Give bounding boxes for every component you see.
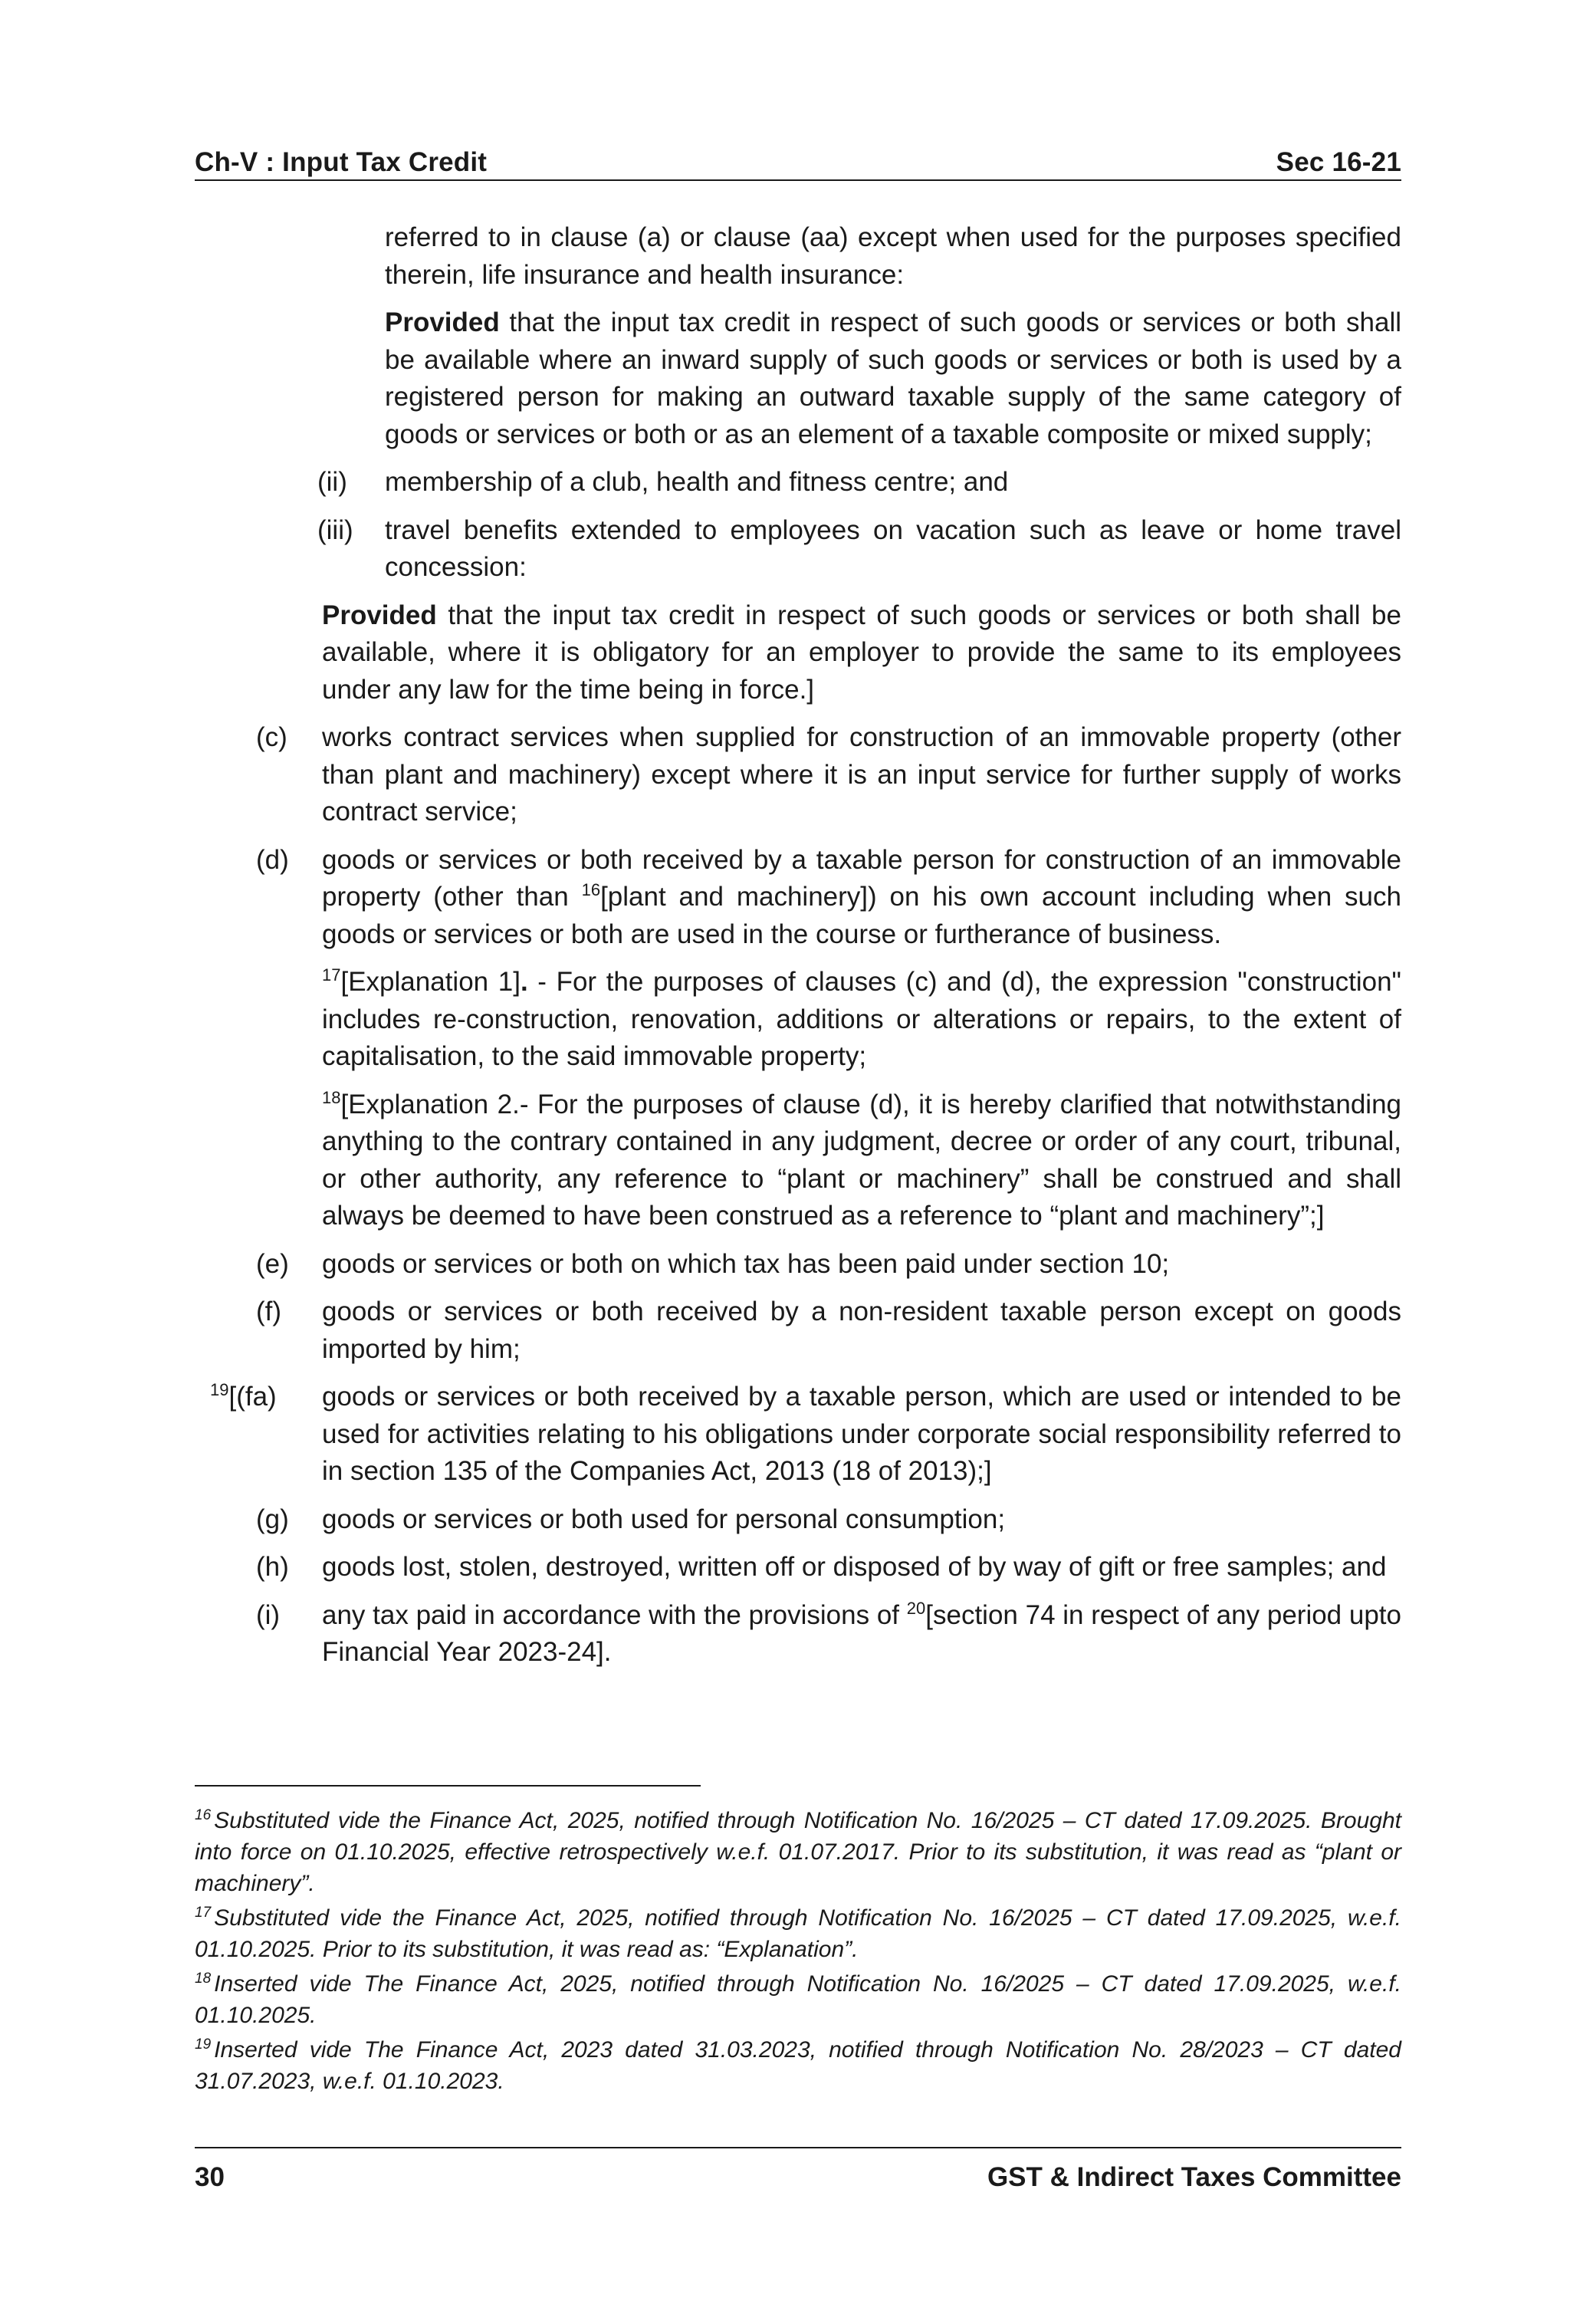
sub-item-ii: (ii) membership of a club, health and fitness centre; and [385, 464, 1401, 501]
clause-label: (g) [256, 1504, 289, 1534]
footnote-ref: 18 [322, 1087, 341, 1107]
proviso-bold: Provided [385, 307, 500, 337]
footnote-number: 19 [195, 2036, 212, 2053]
section-range: Sec 16-21 [1276, 147, 1401, 177]
clause-g: (g) goods or services or both used for personal consumption; [322, 1501, 1401, 1539]
header-rule [195, 179, 1401, 181]
footnote-ref: 19 [210, 1380, 229, 1399]
clause-label: (d) [256, 844, 289, 875]
page-body [195, 219, 1401, 1682]
clause-label: $^{19}$[(fa) [210, 1380, 277, 1412]
clause-label: (i) [256, 1599, 281, 1630]
footnote: $^{18}$ Inserted vide The Finance Act, 2025, notified through Notification No. 16/2025 – CT dated 17.09.2025, w.e.f. 01.10.2025. [195, 1971, 1401, 2028]
clause-i: (i) any tax paid in accordance with the provisions of $^{20}$[section 74 in respect of any period upto Financial Year 2023-24]. [256, 1598, 1402, 1667]
proviso-bold: Provided [322, 600, 437, 630]
item-label: (iii) [317, 514, 353, 545]
page-footer [195, 2156, 1401, 2199]
sub-item-iii: (iii) travel benefits extended to employees on vacation such as leave or home travel concession: [385, 512, 1401, 587]
clause-label: (f) [256, 1297, 282, 1326]
footnote: $^{19}$ Inserted vide The Finance Act, 2023 dated 31.03.2023, notified through Notification No. 28/2023 – CT dated 31.07.2023, w.e.f. 01.10.2023. [195, 2036, 1401, 2094]
page-number: 30 [195, 2162, 225, 2192]
footnote-number: 17 [195, 1905, 212, 1921]
clause-e: (e) goods or services or both on which tax has been paid under section 10; [322, 1246, 1401, 1284]
clause-h: (h) goods lost, stolen, destroyed, written off or disposed of by way of gift or free samples; and [322, 1549, 1401, 1586]
proviso-paragraph-2: Provided that the input tax credit in respect of such goods or services or both shall be available, where it is obligatory for an employer to provide the same to its employees under any law for the time being in force.] [322, 600, 1401, 705]
committee-name: GST & Indirect Taxes Committee [987, 2162, 1401, 2192]
chapter-title: Ch-V : Input Tax Credit [195, 147, 488, 177]
clause-fa: $^{19}$[(fa) goods or services or both received by a taxable person, which are used or intended to be used for activities relating to his obligations under corporate social responsibility referred to in section 135 of the Companies Act, 2013 (18 of 2013);] [210, 1380, 1401, 1486]
item-label: (ii) [317, 467, 347, 497]
clause-label: (e) [256, 1248, 289, 1279]
clause-d: (d) goods or services or both received by a taxable person for construction of an immovable property (other than $^{16}$[plant and machinery]) on his own account including when such goods or services or both are used in the course or furtherance of business. [322, 842, 1401, 954]
footer-rule [195, 2147, 1401, 2148]
page-header [195, 138, 1401, 178]
clause-c: (c) works contract services when supplied for construction of an immovable property (other than plant and machinery) except where it is an input service for further supply of works contract service; [322, 719, 1401, 831]
explanation-1: $^{17}$[Explanation 1]. - For the purposes of clauses (c) and (d), the expression "construction" includes re-construction, renovation, additions or alterations or repairs, to the extent of capitalisation, to the said immovable property; [322, 965, 1401, 1071]
clause-label: (c) [256, 722, 287, 752]
proviso-paragraph: Provided that the input tax credit in respect of such goods or services or both shall be available where an inward supply of such goods or services or both is used by a registered person for making an outward taxable supply of the same category of goods or services or both or as an element of a taxable composite or mixed supply; [385, 307, 1401, 449]
footnotes [195, 1805, 1401, 2100]
clause-f: (f) goods or services or both received by a non-resident taxable person except on goods imported by him; [322, 1293, 1401, 1368]
footnote: $^{16}$ Substituted vide the Finance Act, 2025, notified through Notification No. 16/2025 – CT dated 17.09.2025. Brought into force on 01.10.2025, effective retrospectively w.e.f. 01.07.2017. Prior to its substitution, it was read as “plant or machinery”. [195, 1807, 1401, 1896]
footnote-ref: 20 [906, 1598, 926, 1618]
explanation-2: $^{18}$[Explanation 2.- For the purposes of clause (d), it is hereby clarified that notwithstanding anything to the contrary contained in any judgment, decree or order of any court, tribunal, or other authority, any reference to “plant or machinery” shall be construed and shall always be deemed to have been construed as a reference to “plant and machinery”;] [322, 1087, 1401, 1231]
footnote: $^{17}$ Substituted vide the Finance Act, 2025, notified through Notification No. 16/2025 – CT dated 17.09.2025, w.e.f. 01.10.2025. Prior to its substitution, it was read as: “Explanation”. [195, 1905, 1401, 1962]
footnote-rule [195, 1785, 701, 1787]
footnote-number: 18 [195, 1971, 212, 1987]
footnote-number: 16 [195, 1807, 212, 1823]
clause-label: (h) [256, 1552, 289, 1582]
footnote-ref: 17 [322, 965, 341, 984]
continued-paragraph: referred to in clause (a) or clause (aa) except when used for the purposes specified therein, life insurance and health insurance: [385, 222, 1401, 290]
footnote-ref: 16 [581, 880, 601, 899]
